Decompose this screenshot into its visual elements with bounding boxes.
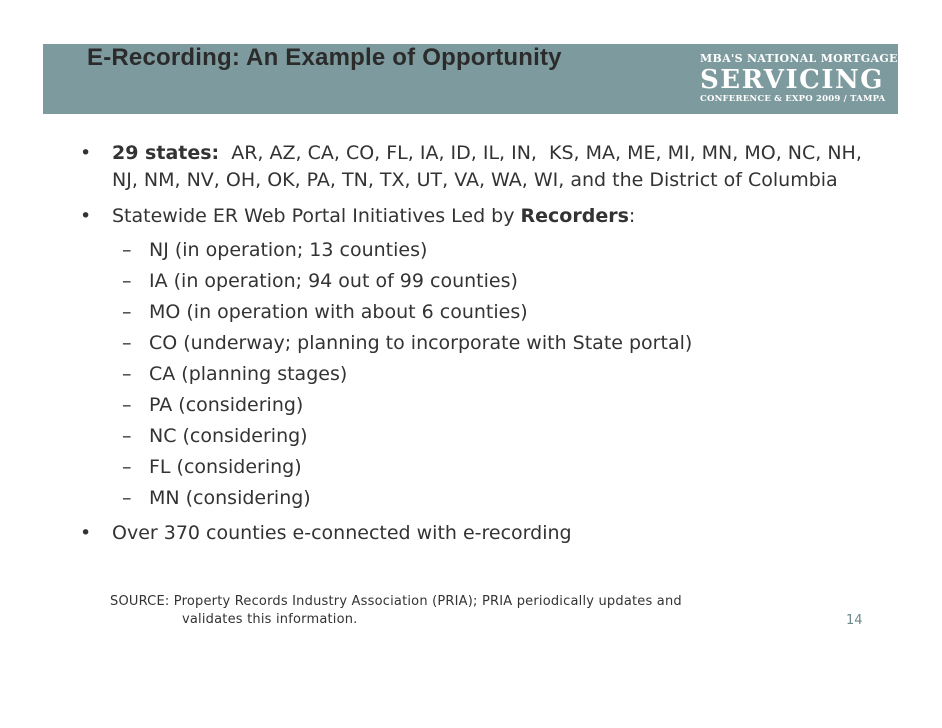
page-number: 14: [846, 613, 863, 628]
subitem-text: IA (in operation; 94 out of 99 counties): [149, 270, 518, 292]
dash-marker: –: [122, 394, 132, 416]
subitem-text: CA (planning stages): [149, 363, 348, 385]
logo-line-3: CONFERENCE & EXPO 2009 / TAMPA: [700, 94, 886, 104]
bullet-dot: •: [80, 205, 92, 227]
source-line-1: SOURCE: Property Records Industry Association (PRIA); PRIA periodically updates and: [110, 594, 682, 609]
slide-title: E-Recording: An Example of Opportunity: [87, 44, 562, 71]
conference-logo: [700, 52, 896, 108]
subitem-text: CO (underway; planning to incorporate with State portal): [149, 332, 693, 354]
bullet-text: Over 370 counties e-connected with e-recording: [112, 522, 572, 544]
subitem: [112, 390, 870, 421]
dash-marker: –: [122, 363, 132, 385]
subitem: [112, 266, 870, 297]
dash-marker: –: [122, 332, 132, 354]
bullet-text: AR, AZ, CA, CO, FL, IA, ID, IL, IN, KS, MA, ME, MI, MN, MO, NC, NH, NJ, NM, NV, OH, OK, PA, TN, TX, UT, VA, WA, WI, and the District of Columbia: [112, 142, 868, 191]
subitem: [112, 359, 870, 390]
dash-marker: –: [122, 456, 132, 478]
dash-marker: –: [122, 301, 132, 323]
subitem: [112, 421, 870, 452]
slide-content: [80, 140, 870, 556]
bullet-text-after: :: [628, 205, 636, 227]
subitem: [112, 328, 870, 359]
bullet-counties: [80, 520, 870, 547]
subitem-text: MN (considering): [149, 487, 311, 509]
dash-marker: –: [122, 425, 132, 447]
subitem: [112, 297, 870, 328]
subitem-list: [80, 235, 870, 514]
bullet-portal-initiatives: [80, 203, 870, 230]
dash-marker: –: [122, 270, 132, 292]
bullet-bold: Recorders: [520, 205, 629, 227]
subitem-text: PA (considering): [149, 394, 304, 416]
subitem-text: MO (in operation with about 6 counties): [149, 301, 528, 323]
bullet-dot: •: [80, 142, 92, 164]
bullet-states: [80, 140, 870, 194]
logo-line-2: SERVICING: [700, 65, 884, 95]
subitem: [112, 235, 870, 266]
subitem-text: NC (considering): [149, 425, 308, 447]
source-note: [110, 593, 682, 629]
bullet-lead: 29 states:: [112, 142, 220, 164]
subitem-text: NJ (in operation; 13 counties): [149, 239, 428, 261]
source-line-2: validates this information.: [182, 612, 358, 627]
dash-marker: –: [122, 487, 132, 509]
subitem-text: FL (considering): [149, 456, 302, 478]
subitem: [112, 452, 870, 483]
subitem: [112, 483, 870, 514]
bullet-dot: •: [80, 522, 92, 544]
bullet-text: Statewide ER Web Portal Initiatives Led by: [112, 205, 521, 227]
logo-line-1: MBA'S NATIONAL MORTGAGE: [700, 52, 898, 65]
dash-marker: –: [122, 239, 132, 261]
